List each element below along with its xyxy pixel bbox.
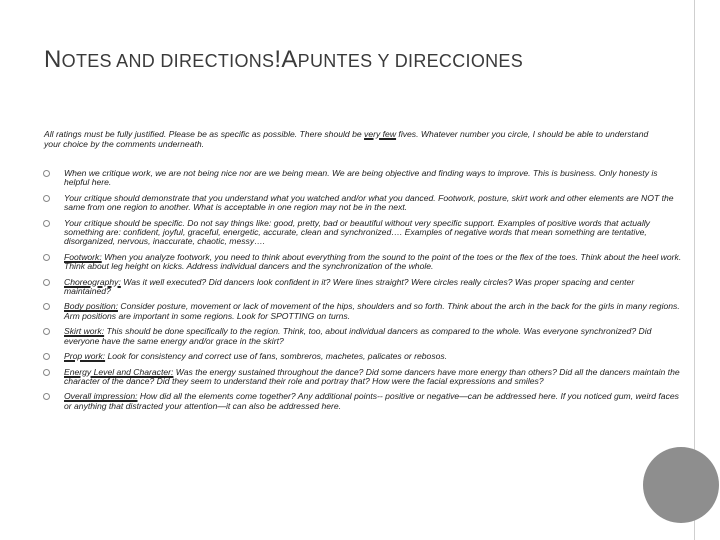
bullet-circle-icon: [43, 254, 50, 261]
bullet-text: This should be done specifically to the region. Think, too, about individual dancers as compared to the whole. Was everyone synchronized? Did everyone have the same energy and/or grace in the skirt?: [64, 326, 652, 346]
bullet-circle-icon: [43, 170, 50, 177]
intro-after: fives. Whatever number you circle, I should be able to understand your choice by the comments underneath.: [44, 129, 649, 150]
bullet-lead: Overall impression:: [64, 391, 138, 402]
bullet-text: Was it well executed? Did dancers look confident in it? Were lines straight? Were circles really circles? Was proper spacing and center maintained?: [64, 276, 635, 297]
title-part-2: PUNTES Y DIRECCIONES: [297, 51, 524, 71]
bullet-text: Was the energy sustained throughout the dance? Did some dancers have more energy than others? Did all the dancers maintain the character of the dance? Did they seem to understand their role and portray that? How were the facial expressions and smiles?: [64, 366, 680, 386]
bullet-text: When we critique work, we are not being nice nor are we being mean. We are being objective and finding ways to improve. This is business. Only honesty is helpful here.: [64, 168, 658, 188]
title-part-1: OTES AND DIRECTIONS: [61, 51, 275, 71]
bullet-circle-icon: [43, 393, 50, 400]
bullet-text: How did all the elements come together? Any additional points-- positive or negative—can be addressed here. If you noticed gum, weird faces or anything that distracted your attention—it can also be addressed here.: [64, 391, 679, 411]
bullet-circle-icon: [43, 369, 50, 376]
bullet-circle-icon: [43, 303, 50, 310]
bullet-circle-icon: [43, 353, 50, 360]
intro-paragraph: [44, 129, 664, 150]
bullet-circle-icon: [43, 220, 50, 227]
intro-before: All ratings must be fully justified. Please be as specific as possible. There should be: [44, 129, 365, 139]
list-item: [43, 219, 683, 247]
title-cap-2: A: [281, 46, 298, 73]
list-item: [43, 352, 683, 361]
bullet-lead: Body position:: [64, 301, 118, 312]
list-item: [43, 194, 683, 213]
bullet-lead: Prop work:: [64, 351, 106, 362]
slide-title: [44, 40, 644, 81]
bullet-text: When you analyze footwork, you need to think about everything from the sound to the point of the toes or the flex of the toes. Think about the heel work. Think about leg height on kicks. Address individual dancers and the synchronization of the whole.: [64, 251, 682, 272]
list-item: [43, 253, 683, 272]
intro-emphasis: very few: [364, 129, 397, 139]
title-cap-1: N: [44, 46, 62, 73]
bullet-text: Your critique should be specific. Do not say things like: good, pretty, bad or beautiful without very specific support. Examples of positive words that actually something are: confident, joyful, graceful, energetic, accurate, clean and synchronized…. Examples of negative words that mean something are tentative, disorganized, nervous, inaccurate, chaotic, messy….: [64, 217, 650, 247]
bullet-text: Your critique should demonstrate that you understand what you watched and/or what you danced. Footwork, posture, skirt work and other elements are NOT the same from one region to another. What is acceptable in one region may not be in the next.: [64, 192, 674, 213]
decorative-circle: [643, 447, 719, 523]
list-item: [43, 302, 683, 321]
bullet-lead: Choreography:: [64, 276, 121, 287]
bullet-lead: Skirt work:: [64, 326, 105, 337]
bullet-text: Consider posture, movement or lack of movement of the hips, shoulders and so forth. Think about the arch in the back for the girls in many regions. Arm positions are important in some regions. Look for SPOTTING on turns.: [64, 301, 680, 321]
list-item: [43, 169, 683, 188]
list-item: [43, 278, 683, 297]
bullet-circle-icon: [43, 195, 50, 202]
bullet-list: [43, 169, 683, 417]
bullet-lead: Footwork:: [64, 251, 102, 262]
list-item: [43, 392, 683, 411]
title-separator: !: [274, 46, 282, 73]
list-item: [43, 368, 683, 387]
bullet-circle-icon: [43, 279, 50, 286]
bullet-circle-icon: [43, 328, 50, 335]
bullet-text: Look for consistency and correct use of fans, sombreros, machetes, palicates or rebosos.: [105, 351, 448, 362]
list-item: [43, 327, 683, 346]
bullet-lead: Energy Level and Character:: [64, 366, 174, 377]
